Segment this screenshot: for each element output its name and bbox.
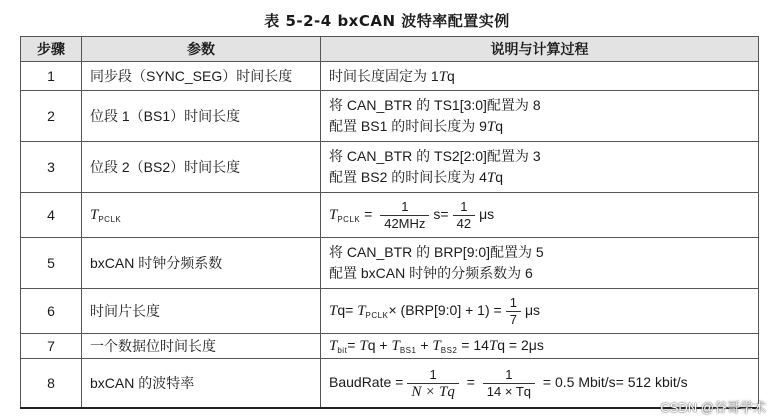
formula-text: = 14 <box>457 337 489 353</box>
desc-cell <box>321 289 759 334</box>
header-param: 参数 <box>82 37 321 62</box>
t-symbol: T <box>90 207 99 223</box>
times-sign: × <box>388 301 397 318</box>
subscript: BS2 <box>440 346 458 355</box>
subscript: PCLK <box>98 215 122 224</box>
t-symbol: T <box>329 302 338 319</box>
fraction-denominator: 42 <box>456 215 472 231</box>
fraction-denominator: 14 × Tq <box>486 383 532 399</box>
t-symbol: T <box>391 338 400 354</box>
param-cell: 同步段（SYNC_SEG）时间长度 <box>82 62 321 91</box>
step-cell: 2 <box>21 91 82 142</box>
unit: μs <box>479 205 495 222</box>
desc-line-1: 将 CAN_BTR 的 TS1[3:0]配置为 8 <box>329 96 541 113</box>
subscript: PCLK <box>337 214 361 224</box>
formula-text: (BRP[9:0] + 1) = <box>400 301 502 318</box>
baudrate-config-table <box>20 36 759 409</box>
tq-tail: q <box>447 68 455 84</box>
subscript: BS1 <box>399 346 417 355</box>
desc-cell <box>321 91 759 142</box>
param-cell: bxCAN 时钟分频系数 <box>82 238 321 289</box>
step-cell: 5 <box>21 238 82 289</box>
desc-text: 配置 BS1 的时间长度为 9 <box>329 117 487 134</box>
desc-cell <box>321 62 759 91</box>
fraction-denominator: N × Tq <box>411 383 455 400</box>
fraction-numerator: 1 <box>380 199 429 216</box>
table-row <box>21 62 759 91</box>
fraction <box>380 199 429 232</box>
tq-tail: q <box>495 168 504 185</box>
formula-text: BaudRate = <box>329 373 404 390</box>
step-cell: 4 <box>21 193 82 238</box>
subscript: bit <box>337 346 348 355</box>
tq-symbol: T <box>486 118 496 135</box>
table-header-row <box>21 37 759 62</box>
unit: μs <box>524 301 541 318</box>
param-cell <box>82 193 321 238</box>
fraction-denominator: 42MHz <box>384 215 426 231</box>
param-cell: 位段 2（BS2）时间长度 <box>82 142 321 193</box>
desc-cell <box>321 334 759 359</box>
fraction-numerator: 1 <box>453 199 475 216</box>
table-row <box>21 91 759 142</box>
table-row <box>21 142 759 193</box>
fraction-numerator: 1 <box>407 367 458 384</box>
tq-symbol: T <box>486 169 496 186</box>
param-cell: 一个数据位时间长度 <box>82 334 321 359</box>
table-row <box>21 193 759 238</box>
t-symbol: T <box>357 302 366 319</box>
fraction <box>407 367 458 400</box>
tq-tail: q <box>495 117 504 134</box>
desc-line-2 <box>329 167 750 189</box>
plus-sign: + <box>416 337 433 353</box>
fraction-denominator: 7 <box>509 311 517 327</box>
desc-line-2 <box>329 116 750 138</box>
desc-cell <box>321 142 759 193</box>
t-symbol: T <box>432 338 441 354</box>
table-row <box>21 289 759 334</box>
fraction-numerator: 1 <box>506 295 521 312</box>
table-row <box>21 359 759 409</box>
fraction <box>506 295 521 328</box>
table-row <box>21 334 759 359</box>
param-cell: bxCAN 的波特率 <box>82 359 321 409</box>
formula-text: s= <box>433 205 449 222</box>
tq-symbol: T <box>438 69 448 85</box>
t-symbol: T <box>329 338 338 354</box>
desc-line-1: 将 CAN_BTR 的 BRP[9:0]配置为 5 <box>329 244 544 260</box>
desc-line-2: 配置 bxCAN 时钟的分频系数为 6 <box>329 265 533 281</box>
fraction-numerator: 1 <box>483 367 535 384</box>
header-desc: 说明与计算过程 <box>321 37 759 62</box>
step-cell: 8 <box>21 359 82 409</box>
desc-text: 时间长度固定为 1 <box>329 68 439 84</box>
t-symbol: T <box>359 338 368 354</box>
fraction <box>483 367 535 400</box>
formula-text: q= <box>337 301 354 318</box>
subscript: PCLK <box>365 310 389 320</box>
formula-result: = 0.5 Mbit/s= 512 kbit/s <box>539 373 688 390</box>
equals: = <box>462 373 479 390</box>
desc-line-1: 将 CAN_BTR 的 TS2[2:0]配置为 3 <box>329 147 541 164</box>
csdn-watermark: CSDN @谷哥学术 <box>660 400 766 415</box>
desc-cell <box>321 193 759 238</box>
t-symbol: T <box>488 338 498 354</box>
desc-text: 配置 BS2 的时间长度为 4 <box>329 168 487 185</box>
header-step: 步骤 <box>21 37 82 62</box>
equals: = <box>360 205 377 222</box>
fraction <box>453 199 475 232</box>
step-cell: 6 <box>21 289 82 334</box>
param-cell: 时间片长度 <box>82 289 321 334</box>
formula-text: q = 2μs <box>497 337 544 353</box>
param-cell: 位段 1（BS1）时间长度 <box>82 91 321 142</box>
formula-text: q + <box>367 337 392 353</box>
t-symbol: T <box>329 206 338 223</box>
desc-cell <box>321 238 759 289</box>
step-cell: 7 <box>21 334 82 359</box>
equals: = <box>347 337 360 353</box>
step-cell: 1 <box>21 62 82 91</box>
table-row <box>21 238 759 289</box>
table-caption: 表 5-2-4 bxCAN 波特率配置实例 <box>264 12 510 30</box>
step-cell: 3 <box>21 142 82 193</box>
